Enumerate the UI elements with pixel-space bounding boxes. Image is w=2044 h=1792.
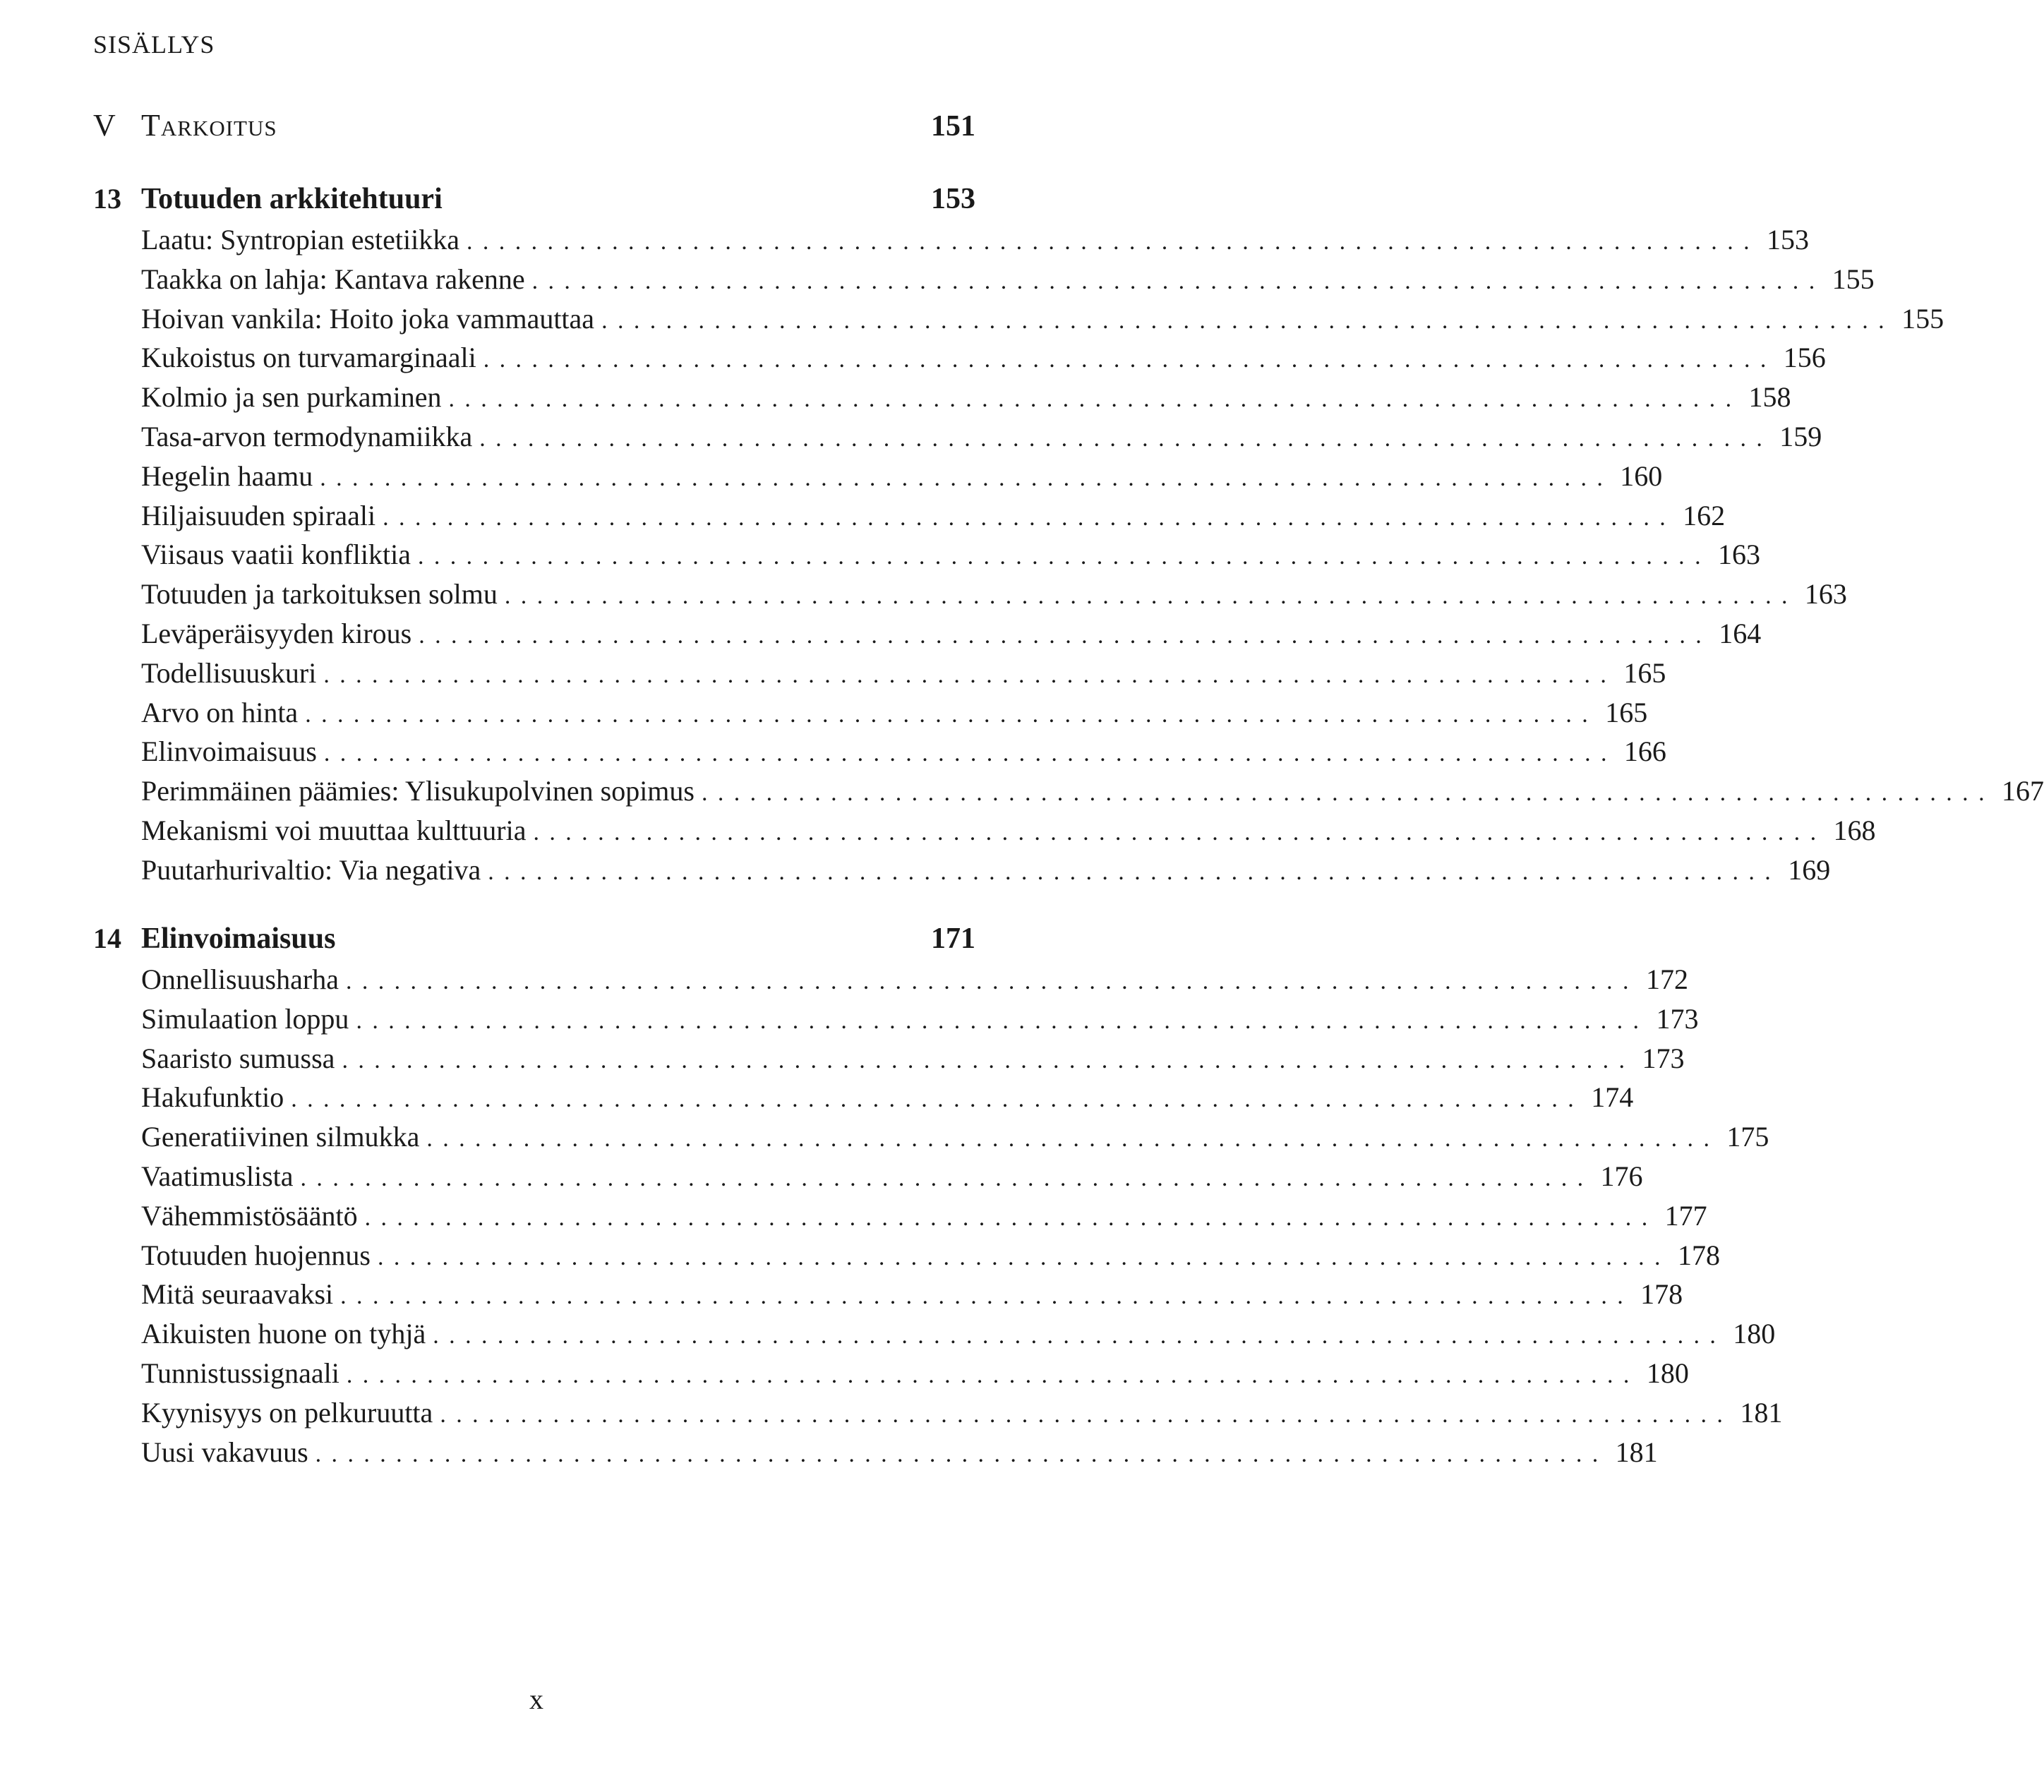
toc-entry[interactable] (93, 341, 1826, 380)
toc-entry-page-number: 165 (1605, 696, 1648, 728)
toc-entry-title: Viisaus vaatii konfliktia (141, 539, 411, 571)
chapter-number: 13 (93, 183, 121, 215)
toc-entry-title: Arvo on hinta (141, 696, 299, 728)
part-page-number: 151 (931, 110, 975, 143)
dot-leader: ................................................................................ (531, 267, 1825, 294)
toc-entry[interactable] (93, 1436, 1658, 1475)
toc-entry-page-number: 158 (1748, 381, 1791, 414)
toc-entry-title: Kolmio ja sen purkaminen (141, 381, 442, 414)
toc-entry[interactable] (93, 814, 1876, 853)
toc-entry-page-number: 160 (1620, 459, 1663, 492)
dot-leader: ................................................................................ (315, 1441, 1609, 1467)
toc-entry-page-number: 174 (1591, 1081, 1634, 1114)
toc-entry-title: Hakufunktio (141, 1081, 284, 1114)
toc-entry[interactable] (93, 696, 1648, 735)
dot-leader: ................................................................................ (433, 1323, 1726, 1349)
toc-entry[interactable] (93, 1120, 1769, 1160)
dot-leader: ................................................................................ (342, 1047, 1635, 1074)
dot-leader: ................................................................................ (345, 968, 1639, 994)
toc-entry-page-number: 180 (1646, 1357, 1689, 1389)
toc-entry-title: Vaatimuslista (141, 1160, 294, 1192)
toc-entry-title: Hegelin haamu (141, 459, 313, 492)
chapter-number: 14 (93, 922, 121, 954)
toc-entry-page-number: 172 (1645, 963, 1688, 995)
toc-entry[interactable] (93, 963, 1688, 1002)
toc-entry[interactable] (93, 1199, 1707, 1239)
toc-entry-title: Onnellisuusharha (141, 963, 339, 995)
dot-leader: ................................................................................ (364, 1204, 1658, 1231)
toc-entry-page-number: 167 (2001, 775, 2044, 807)
part-heading (93, 107, 975, 150)
dot-leader: ................................................................................ (305, 701, 1599, 728)
toc-entry-page-number: 173 (1656, 1002, 1699, 1035)
chapter-14 (93, 922, 1783, 1474)
toc-entry-page-number: 181 (1740, 1396, 1783, 1429)
toc-entry[interactable] (93, 263, 1875, 302)
chapter-heading (93, 922, 975, 963)
part-title: Tarkoitus (141, 108, 277, 143)
toc-entry-title: Aikuisten huone on tyhjä (141, 1318, 426, 1350)
dot-leader: ................................................................................ (323, 661, 1617, 688)
toc-entry-page-number: 175 (1726, 1121, 1769, 1153)
dot-leader: ................................................................................ (320, 464, 1613, 491)
toc-entry[interactable] (93, 656, 1666, 696)
toc-entry-title: Simulaation loppu (141, 1002, 349, 1035)
toc-entry-page-number: 153 (1767, 224, 1809, 255)
toc-entry[interactable] (93, 1002, 1699, 1042)
toc-entry[interactable] (93, 459, 1663, 499)
toc-entry-page-number: 168 (1833, 814, 1876, 846)
dot-leader: ................................................................................ (601, 307, 1895, 334)
toc-entry-title: Hiljaisuuden spiraali (141, 499, 376, 531)
toc-entry-title: Uusi vakavuus (141, 1436, 308, 1468)
toc-entry[interactable] (93, 1357, 1689, 1396)
dot-leader: ................................................................................ (419, 622, 1712, 649)
toc-entry-page-number: 178 (1640, 1278, 1683, 1311)
chapter-title: Elinvoimaisuus (141, 922, 336, 955)
dot-leader: ................................................................................ (377, 1244, 1671, 1270)
toc-entry[interactable] (93, 1042, 1685, 1081)
toc-entry[interactable] (93, 774, 2044, 814)
toc-entry[interactable] (93, 1081, 1634, 1120)
toc-entry-title: Elinvoimaisuus (141, 735, 317, 768)
toc-entry-title: Puutarhurivaltio: Via negativa (141, 853, 481, 886)
toc-entry-page-number: 177 (1664, 1199, 1707, 1232)
toc-entry[interactable] (93, 302, 1944, 342)
toc-entry-page-number: 155 (1832, 263, 1875, 295)
dot-leader: ................................................................................ (483, 347, 1777, 373)
toc-entry-title: Mekanismi voi muuttaa kulttuuria (141, 814, 527, 846)
toc-entry[interactable] (93, 1239, 1720, 1278)
toc-entry-title: Tasa-arvon termodynamiikka (141, 420, 473, 452)
dot-leader: ................................................................................ (448, 386, 1742, 413)
toc-entry[interactable] (93, 735, 1666, 774)
dot-leader: ................................................................................ (340, 1283, 1634, 1310)
toc-entry-page-number: 165 (1623, 656, 1666, 689)
dot-leader: ................................................................................ (417, 543, 1711, 570)
chapter-heading (93, 182, 975, 223)
running-head: SISÄLLYS (93, 30, 215, 59)
chapter-page-number: 171 (931, 922, 975, 955)
toc-entry-page-number: 164 (1719, 617, 1762, 649)
dot-leader: ................................................................................ (346, 1361, 1640, 1388)
toc-entry-title: Generatiivinen silmukka (141, 1121, 420, 1153)
toc-entry-title: Hoivan vankila: Hoito joka vammauttaa (141, 302, 595, 335)
toc-entry-page-number: 181 (1615, 1436, 1658, 1468)
toc-entry-title: Todellisuuskuri (141, 656, 317, 689)
toc-entry[interactable] (93, 538, 1760, 577)
toc-entry-title: Laatu: Syntropian estetiikka (141, 224, 459, 255)
dot-leader: ................................................................................ (291, 1086, 1585, 1113)
toc-entry-page-number: 155 (1901, 302, 1944, 335)
toc-entry-title: Kyynisyys on pelkuruutta (141, 1396, 433, 1429)
toc-entry-page-number: 162 (1683, 499, 1726, 531)
dot-leader: ................................................................................ (533, 819, 1827, 846)
chapter-page-number: 153 (931, 183, 975, 215)
toc-entry-page-number: 173 (1642, 1042, 1685, 1074)
dot-leader: ................................................................................ (323, 740, 1617, 767)
page-folio: x (529, 1683, 543, 1715)
toc-entry-title: Mitä seuraavaksi (141, 1278, 334, 1311)
toc-entry-page-number: 166 (1623, 735, 1666, 768)
dot-leader: ................................................................................ (488, 858, 1781, 885)
toc-entry[interactable] (93, 1277, 1683, 1317)
toc-entry-page-number: 169 (1788, 853, 1831, 886)
chapter-13-entries (93, 223, 2044, 893)
dot-leader: ................................................................................ (300, 1165, 1594, 1191)
toc-entry-title: Saaristo sumussa (141, 1042, 335, 1074)
toc-entry[interactable] (93, 380, 1791, 420)
toc-entry[interactable] (93, 1396, 1783, 1436)
part-number: V (93, 108, 116, 143)
dot-leader: ................................................................................ (701, 780, 1995, 807)
dot-leader: ................................................................................ (504, 583, 1798, 610)
toc-entry-page-number: 163 (1804, 578, 1847, 611)
toc-entry-page-number: 163 (1717, 539, 1760, 571)
toc-entry-title: Perimmäinen päämies: Ylisukupolvinen sopimus (141, 775, 695, 807)
dot-leader: ................................................................................ (383, 504, 1676, 531)
toc-entry[interactable] (93, 223, 1809, 263)
toc-entry-page-number: 176 (1600, 1160, 1643, 1192)
toc-entry[interactable] (93, 499, 1726, 539)
toc-entry[interactable] (93, 617, 1762, 656)
toc-entry-page-number: 180 (1733, 1318, 1776, 1350)
toc-entry-title: Totuuden ja tarkoituksen solmu (141, 578, 498, 611)
toc-entry[interactable] (93, 1317, 1776, 1357)
toc-entry-page-number: 156 (1783, 342, 1826, 374)
toc-entry[interactable] (93, 577, 1847, 617)
dot-leader: ................................................................................ (467, 229, 1760, 255)
toc-entry-page-number: 178 (1677, 1239, 1720, 1271)
toc-entry-page-number: 159 (1779, 420, 1822, 452)
toc-entry-title: Tunnistussignaali (141, 1357, 339, 1389)
chapter-13 (93, 182, 2044, 893)
toc-entry[interactable] (93, 420, 1822, 459)
dot-leader: ................................................................................ (440, 1401, 1733, 1428)
toc-entry-title: Taakka on lahja: Kantava rakenne (141, 263, 525, 295)
toc-entry-title: Totuuden huojennus (141, 1239, 371, 1271)
chapter-title: Totuuden arkkitehtuuri (141, 183, 443, 215)
toc-entry-title: Kukoistus on turvamarginaali (141, 342, 476, 374)
toc-entry[interactable] (93, 853, 1831, 893)
dot-leader: ................................................................................ (426, 1126, 1720, 1153)
toc-entry[interactable] (93, 1160, 1643, 1199)
toc-entry-title: Vähemmistösääntö (141, 1199, 358, 1232)
dot-leader: ................................................................................ (356, 1007, 1649, 1034)
chapter-14-entries (93, 963, 1783, 1474)
toc-entry-title: Leväperäisyyden kirous (141, 617, 412, 649)
dot-leader: ................................................................................ (479, 425, 1773, 452)
